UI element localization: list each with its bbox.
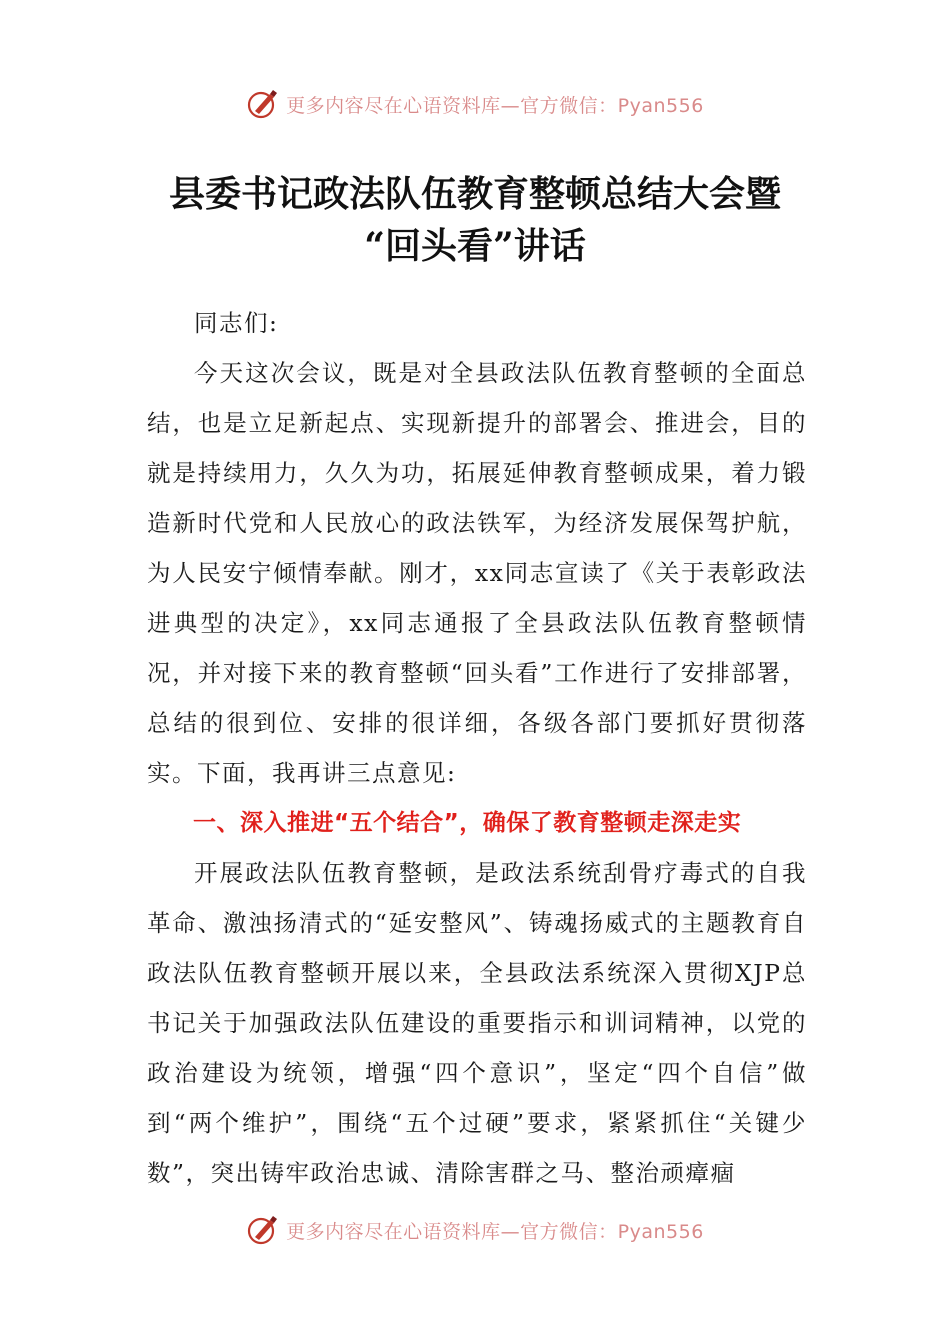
document-title-line2: “回头看”讲话 [364, 225, 586, 267]
watermark-text: 更多内容尽在心语资料库—官方微信：Pyan556 [286, 1220, 704, 1243]
paragraph-2: 开展政法队伍教育整顿，是政法系统刮骨疗毒式的自我革命、激浊扬清式的“延安整风”、铸魂扬威式的主题教育自政法队伍教育整顿开展以来，全县政法系统深入贯彻XJP总书记关于加强政法队伍建设的重要指示和训词精神，以党的政治建设为统领，增强“四个意识”，坚定“四个自信”做到“两个维护”，围绕“五个过硬”要求，紧紧抓住“关键少数”，突出铸牢政治忠诚、清除害群之马、整治顽瘴痼 [147, 859, 807, 1187]
pen-logo-icon [246, 87, 280, 121]
watermark-text: 更多内容尽在心语资料库—官方微信：Pyan556 [286, 94, 704, 117]
watermark-bottom [0, 1210, 950, 1250]
section-heading-1: 一、深入推进“五个结合”，确保了教育整顿走深走实 [193, 810, 742, 836]
paragraph-1: 今天这次会议，既是对全县政法队伍教育整顿的全面总结，也是立足新起点、实现新提升的部署会、推进会，目的就是持续用力，久久为功，拓展延伸教育整顿成果，着力锻造新时代党和人民放心的政法铁军，为经济发展保驾护航，为人民安宁倾情奉献。刚才，xx同志宣读了《关于表彰政法进典型的决定》，xx同志通报了全县政法队伍教育整顿情况，并对接下来的教育整顿“回头看”工作进行了安排部署，总结的很到位、安排的很详细，各级各部门要抓好贯彻落实。下面，我再讲三点意见: [147, 359, 807, 787]
document-title-line1: 县委书记政法队伍教育整顿总结大会暨 [168, 173, 781, 215]
pen-logo-icon [246, 1213, 280, 1247]
watermark-top [0, 84, 950, 124]
document-body [147, 298, 807, 1198]
greeting: 同志们: [194, 309, 279, 337]
